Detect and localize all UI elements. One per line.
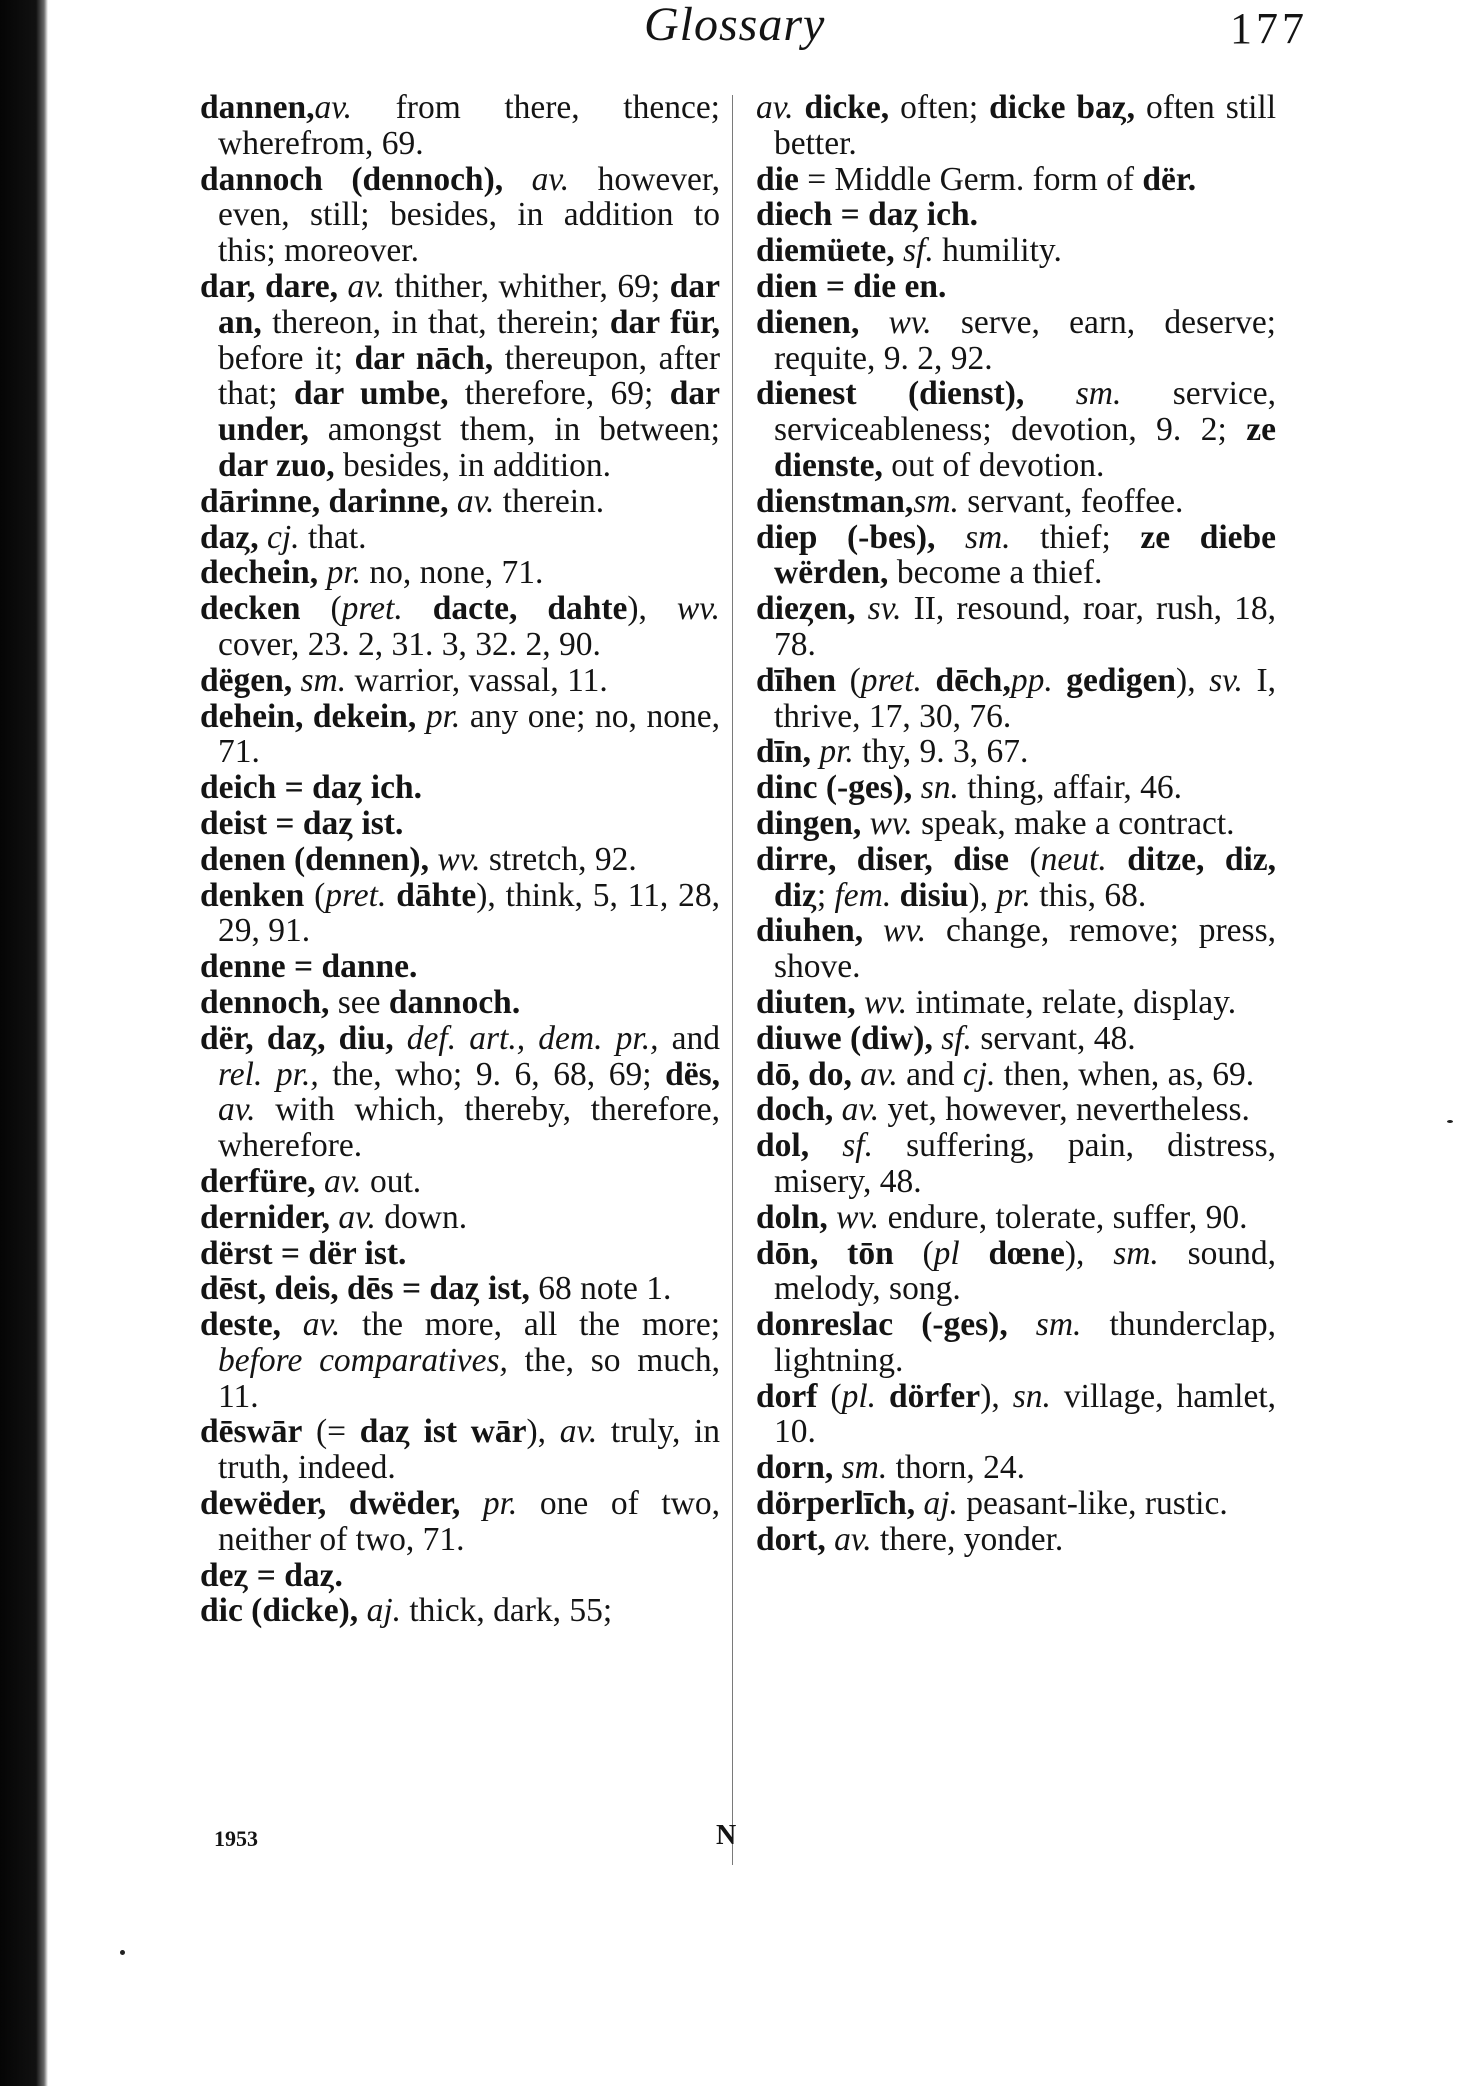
glossary-entry: dërst = dër ist. xyxy=(200,1234,407,1272)
glossary-entry: dienen, wv. serve, earn, deserve; requite, 9. 2, 92. xyxy=(756,303,1276,377)
glossary-entry: diech = daȥ ich. xyxy=(756,196,978,234)
ink-speck xyxy=(1447,1120,1453,1123)
glossary-entry: doln, wv. endure, tolerate, suffer, 90. xyxy=(756,1198,1248,1236)
glossary-entry: dörperlīch, aj. peasant-like, rustic. xyxy=(756,1485,1228,1523)
glossary-entry: dewëder, dwëder, pr. one of two, neither of two, 71. xyxy=(200,1485,720,1558)
glossary-entry: deste, av. the more, all the more; before comparatives, the, so much, 11. xyxy=(200,1306,721,1415)
glossary-entry: dic (dicke), aj. thick, dark, 55; xyxy=(200,1592,613,1630)
glossary-entry: dōn, tōn (pl dœne), sm. sound, melody, song. xyxy=(756,1234,1276,1308)
glossary-entry: denne = danne. xyxy=(200,948,418,986)
glossary-entry: dīhen (pret. dēch,pp. gedigen), sv. I, thrive, 17, 30, 76. xyxy=(756,661,1276,735)
printer-signature-code: 1953 xyxy=(214,1826,258,1851)
glossary-column-left xyxy=(200,90,720,1629)
printer-signature-mark: N xyxy=(716,1820,737,1851)
glossary-entry: dorn, sm. thorn, 24. xyxy=(756,1449,1025,1487)
glossary-entry: diuten, wv. intimate, relate, display. xyxy=(756,983,1237,1021)
glossary-entry: dien = die en. xyxy=(756,267,947,305)
glossary-entry: dëgen, sm. warrior, vassal, 11. xyxy=(200,661,608,699)
glossary-entry: dannoch (dennoch), av. however, even, still; besides, in addition to this; moreover. xyxy=(200,160,721,270)
glossary-entry: dō, do, av. and cj. then, when, as, 69. xyxy=(756,1055,1255,1093)
glossary-entry: dehein, dekein, pr. any one; no, none, 71. xyxy=(200,697,721,771)
glossary-entry: decken (pret. dacte, dahte), wv. cover, 23. 2, 31. 3, 32. 2, 90. xyxy=(200,590,721,663)
glossary-entry: dēst, deis, dēs = daȥ ist, 68 note 1. xyxy=(200,1270,672,1308)
glossary-entry: daȥ, cj. that. xyxy=(200,518,367,556)
glossary-entry: dieȥen, sv. II, resound, roar, rush, 18, 78. xyxy=(756,590,1277,663)
glossary-entry: deist = daȥ ist. xyxy=(200,804,404,842)
glossary-entry: dīn, pr. thy, 9. 3, 67. xyxy=(756,733,1029,771)
glossary-entry: dēswār (= daȥ ist wār), av. truly, in truth, indeed. xyxy=(200,1413,721,1487)
glossary-entry: denen (dennen), wv. stretch, 92. xyxy=(200,840,637,878)
glossary-entry: dennoch, see dannoch. xyxy=(200,983,521,1021)
glossary-entry: die = Middle Germ. form of dër. xyxy=(756,160,1197,198)
glossary-entry: dechein, pr. no, none, 71. xyxy=(200,554,544,592)
glossary-entry: doch, av. yet, however, nevertheless. xyxy=(756,1091,1250,1129)
glossary-entry: dirre, diser, dise (neut. ditze, diz, diȥ; fem. disiu), pr. this, 68. xyxy=(756,840,1277,914)
glossary-entry: dienest (dienst), sm. service, serviceableness; devotion, 9. 2; ze dienste, out of devotion. xyxy=(756,375,1277,484)
glossary-entry: dar, dare, av. thither, whither, 69; dar an, thereon, in that, therein; dar für, before it; dar nāch, thereupon, after that; dar umbe, therefore, 69; dar under, amongst them, in between; dar zuo, besides, in addition. xyxy=(200,267,721,484)
glossary-entry: derfüre, av. out. xyxy=(200,1162,422,1200)
glossary-entry: dernider, av. down. xyxy=(200,1198,468,1236)
glossary-column-right xyxy=(756,90,1276,1558)
glossary-entry: donreslac (-ges), sm. thunderclap, lightning. xyxy=(756,1306,1276,1379)
glossary-entry: dort, av. there, yonder. xyxy=(756,1520,1064,1558)
glossary-entry: dol, sf. suffering, pain, distress, misery, 48. xyxy=(756,1127,1276,1200)
glossary-entry: denken (pret. dāhte), think, 5, 11, 28, 29, 91. xyxy=(200,876,721,950)
glossary-entry: dër, daȥ, diu, def. art., dem. pr., and rel. pr., the, who; 9. 6, 68, 69; dës, av. with which, thereby, therefore, wherefore. xyxy=(200,1019,721,1165)
glossary-entry: av. dicke, often; dicke baȥ, often still better. xyxy=(756,89,1276,162)
glossary-entry: diep (-bes), sm. thief; ze diebe wërden, become a thief. xyxy=(756,518,1276,592)
page-number: 177 xyxy=(1230,4,1308,53)
glossary-entry: dienstman,sm. servant, feoffee. xyxy=(756,482,1184,520)
glossary-entry: dingen, wv. speak, make a contract. xyxy=(756,804,1235,842)
column-divider xyxy=(732,95,733,1865)
glossary-entry: deich = daȥ ich. xyxy=(200,769,422,807)
glossary-entry: deȥ = daȥ. xyxy=(200,1556,343,1594)
glossary-entry: diemüete, sf. humility. xyxy=(756,232,1062,270)
glossary-entry: dannen,av. from there, thence; wherefrom, 69. xyxy=(200,89,720,162)
glossary-entry: dorf (pl. dörfer), sn. village, hamlet, 10. xyxy=(756,1377,1277,1451)
glossary-entry: dārinne, darinne, av. therein. xyxy=(200,482,605,520)
glossary-entry: dinc (-ges), sn. thing, affair, 46. xyxy=(756,769,1183,807)
book-spine-shadow xyxy=(0,0,48,2086)
glossary-entry: diuwe (diw), sf. servant, 48. xyxy=(756,1019,1136,1057)
glossary-entry: diuhen, wv. change, remove; press, shove. xyxy=(756,912,1277,986)
running-header-title: Glossary xyxy=(644,0,826,51)
ink-speck xyxy=(120,1950,125,1955)
